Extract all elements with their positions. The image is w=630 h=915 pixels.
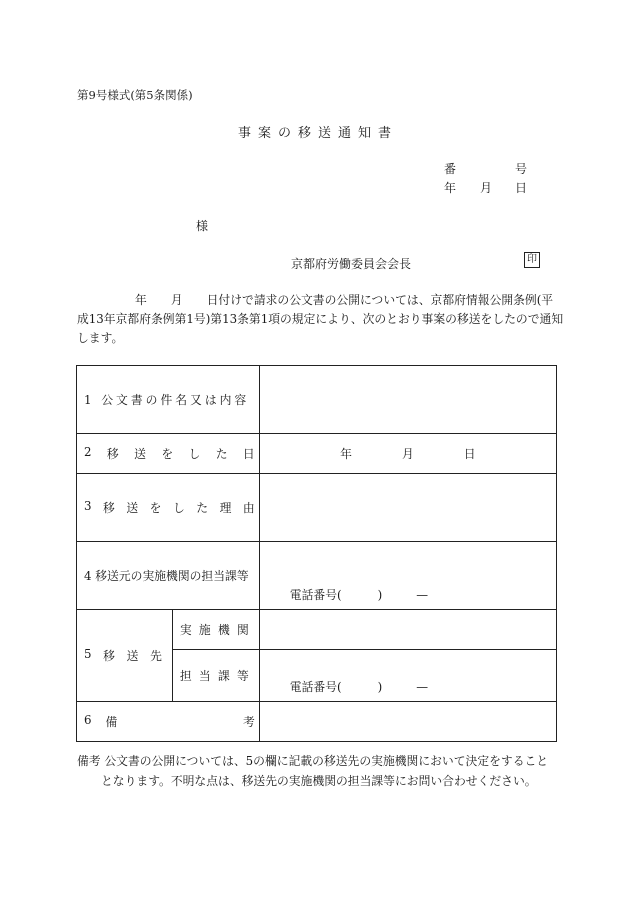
row3-label [77,474,260,542]
body-line-3: します。 [77,331,124,345]
table-row [77,434,557,474]
row5-label-char: 移 [103,649,115,663]
date-day-label: 日 [515,181,528,195]
row5-sub1-label [172,610,259,650]
row5-sub1-char: 施 [198,623,211,637]
seal-mark: 印 [524,252,540,268]
row3-label-char: 由 [242,501,255,515]
row6-label-char: 備 [105,715,118,729]
notes-line-2: となります。不明な点は、移送先の実施機関の担当課等にお問い合わせください。 [101,774,537,788]
addressee-suffix: 様 [196,219,209,233]
table-row [77,474,557,542]
notes-line-1: 備考 公文書の公開については、5の欄に記載の移送先の実施機関において決定をすること [77,754,549,768]
phone-dash: — [416,588,428,602]
date-month-label: 月 [480,181,493,195]
row3-label-char: 移 [103,501,115,515]
phone-label: 電話番号( [289,588,342,602]
row2-label [77,434,260,474]
row3-label-char: を [149,501,162,515]
row6-value[interactable] [259,702,556,742]
body-year: 年 [135,293,147,307]
table-row [77,702,557,742]
row2-month: 月 [401,447,414,461]
body-line-1-text: 日付けで請求の公文書の公開については、京都府情報公開条例(平 [206,293,554,307]
row6-label-char: 考 [242,715,255,729]
row5-label-char: 送 [126,649,139,663]
form-number: 第9号様式(第5条関係) [77,88,193,102]
row1-label: 1 公文書の件名又は内容 [77,366,260,434]
notice-body [77,291,564,348]
notes [77,751,548,791]
phone-close: ) [377,680,383,694]
row2-year: 年 [340,447,352,461]
row2-label-char: 日 [242,447,255,461]
row2-label-char: た [215,447,228,461]
row3-value[interactable] [259,474,556,542]
row5-sub1-value[interactable] [259,610,556,650]
row5-sub2-label [172,650,259,702]
number-label: 番 [444,162,457,176]
row3-label-char: し [172,501,185,515]
row2-day: 日 [463,447,476,461]
issuer-name: 京都府労働委員会会長 [291,257,412,271]
row5-label-char: 先 [150,649,162,663]
table-row [77,610,557,650]
row2-label-char: 移 [106,447,119,461]
table-row [77,366,557,434]
document-title: 事案の移送通知書 [238,126,399,141]
row2-label-char: を [161,447,174,461]
row3-label-char: た [196,501,209,515]
row2-label-char: し [188,447,201,461]
row4-phone-cell[interactable] [259,542,556,610]
row3-label-char: 理 [219,501,232,515]
body-line-2: 成13年京都府条例第1号)第13条第1項の規定により、次のとおり事案の移送をしたので通知 [77,312,564,326]
row6-label-char: 6 [84,713,92,727]
row5-sub2-char: 課 [217,669,230,683]
row5-sub1-char: 機 [217,623,230,637]
table-row [77,542,557,610]
row5-label-char: 5 [84,647,92,661]
body-month: 月 [170,293,183,307]
row2-label-char: 2 [84,445,92,459]
row2-label-char: 送 [134,447,146,461]
phone-close: ) [377,588,383,602]
row1-value[interactable] [259,366,556,434]
phone-label: 電話番号( [289,680,342,694]
row5-sub2-char: 当 [198,669,211,683]
body-line-1 [77,291,557,310]
row5-phone-cell[interactable] [259,650,556,702]
row5-sub2-char: 担 [179,669,192,683]
row5-sub1-char: 実 [179,623,192,637]
date-year-label: 年 [444,181,457,195]
number-suffix: 号 [515,162,528,176]
row5-sub1-char: 関 [236,623,249,637]
transfer-table [76,365,557,742]
row3-label-char: 3 [84,499,92,513]
row5-label [77,610,173,702]
phone-dash: — [416,680,428,694]
row2-value[interactable] [259,434,556,474]
row5-sub2-char: 等 [236,669,249,683]
row3-label-char: 送 [126,501,139,515]
row6-label [77,702,260,742]
row4-label: 4 移送元の実施機関の担当課等 [77,542,260,610]
